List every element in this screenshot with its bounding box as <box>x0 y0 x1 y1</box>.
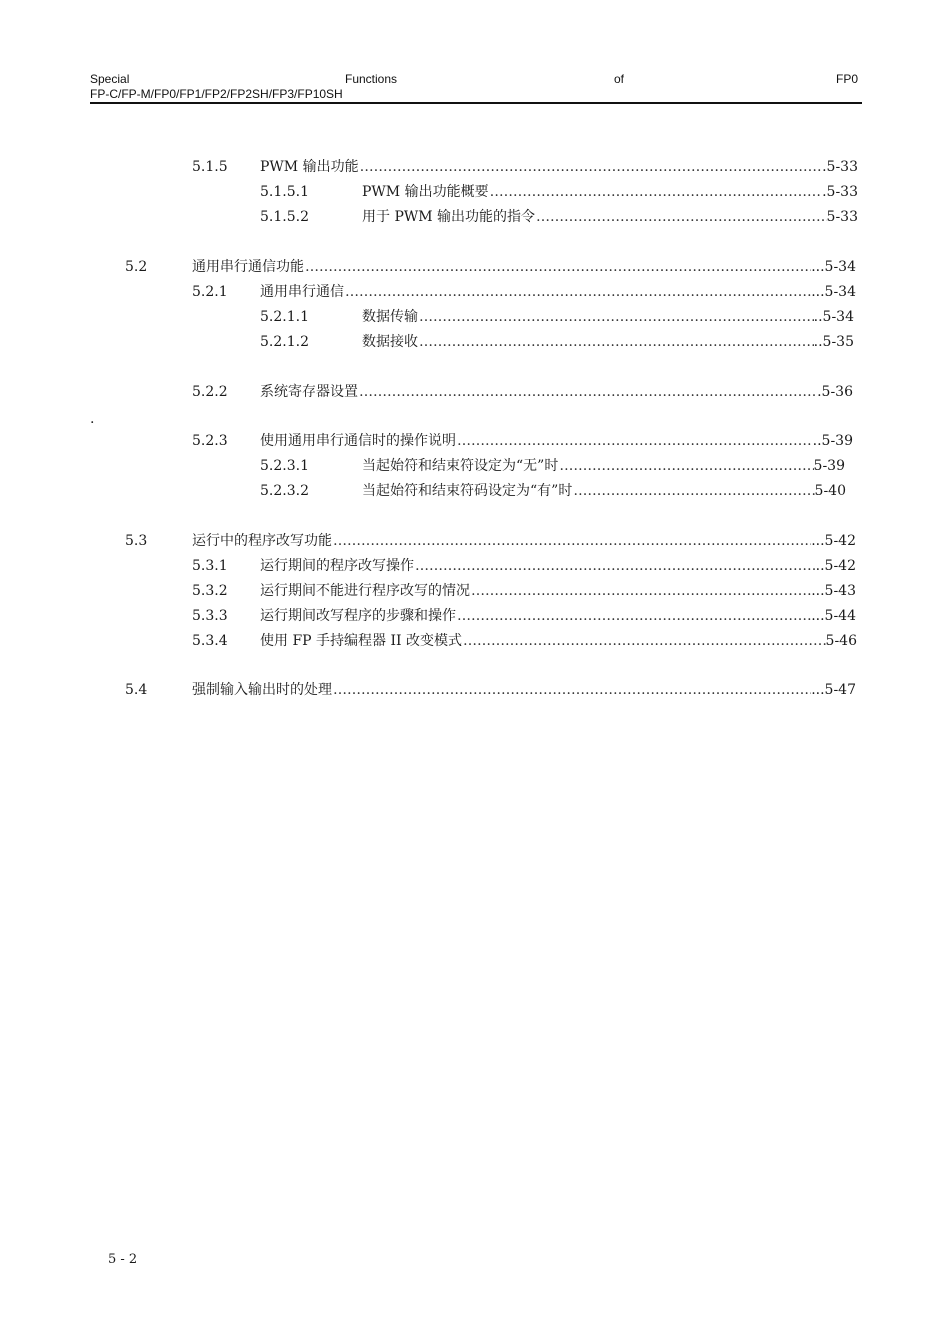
toc-number: 5.3 <box>125 533 148 549</box>
toc-leader <box>415 556 816 576</box>
toc-page: ..5-35 <box>813 334 854 350</box>
toc-page: ...5-44 <box>811 608 856 624</box>
toc-page: ...5-47 <box>811 682 856 698</box>
toc-leader <box>457 606 811 626</box>
toc-entry-5-1-5[interactable] <box>0 157 950 177</box>
toc-title: 系统寄存器设置 <box>260 384 358 400</box>
toc-number: 5.2.1.2 <box>260 334 309 350</box>
toc-title: 运行期间改写程序的步骤和操作 <box>260 608 456 624</box>
toc-entry-5-4[interactable] <box>0 680 950 700</box>
toc-leader <box>490 182 822 202</box>
toc-leader <box>463 631 826 651</box>
toc-number: 5.2.3.1 <box>260 458 309 474</box>
toc-number: 5.3.1 <box>192 558 228 574</box>
toc-leader <box>333 531 811 551</box>
toc-page: 5-39 <box>813 458 845 474</box>
toc-entry-5-2-2[interactable] <box>0 382 950 402</box>
toc-page: 5-40 <box>814 483 846 499</box>
toc-title: 数据传输 <box>362 309 418 325</box>
toc-entry-5-2-3[interactable] <box>0 431 950 451</box>
toc-page: ..5-42 <box>815 558 856 574</box>
toc-entry-5-2-3-1[interactable] <box>0 456 950 476</box>
toc-page: ...5-34 <box>811 259 856 275</box>
toc-leader <box>419 332 814 352</box>
toc-title: 当起始符和结束符码设定为“有”时 <box>362 483 573 499</box>
toc-page: ...5-42 <box>811 533 856 549</box>
toc-number: 5.1.5 <box>192 159 228 175</box>
toc-leader <box>419 307 814 327</box>
header-word-fp0: FP0 <box>836 72 859 86</box>
toc-title: 通用串行通信功能 <box>192 259 304 275</box>
toc-number: 5.2.2 <box>192 384 228 400</box>
toc-number: 5.2.1 <box>192 284 228 300</box>
toc-entry-5-1-5-1[interactable] <box>0 182 950 202</box>
toc-leader <box>471 581 811 601</box>
toc-leader <box>536 207 827 227</box>
toc-number: 5.2.3 <box>192 433 228 449</box>
toc-title: 当起始符和结束符设定为“无”时 <box>362 458 559 474</box>
toc-entry-5-3-4[interactable] <box>0 631 950 651</box>
header-word-functions: Functions <box>345 72 398 86</box>
toc-number: 5.1.5.2 <box>260 209 309 225</box>
toc-page: ...5-43 <box>811 583 856 599</box>
toc-leader <box>359 382 817 402</box>
header-word-of: of <box>614 72 625 86</box>
toc-number: 5.3.2 <box>192 583 228 599</box>
toc-entry-5-3-3[interactable] <box>0 606 950 626</box>
toc-title: 运行期间的程序改写操作 <box>260 558 414 574</box>
toc-title: 通用串行通信 <box>260 284 344 300</box>
toc-number: 5.2.3.2 <box>260 483 309 499</box>
toc-title: 用于 PWM 输出功能的指令 <box>362 209 536 225</box>
page-number: 5 - 2 <box>108 1252 138 1267</box>
toc-entry-5-3-1[interactable] <box>0 556 950 576</box>
toc-leader <box>559 456 813 476</box>
toc-title: 运行中的程序改写功能 <box>192 533 332 549</box>
header-word-special: Special <box>90 72 130 86</box>
header-model-list: FP-C/FP-M/FP0/FP1/FP2/FP2SH/FP3/FP10SH <box>90 87 343 101</box>
toc-entry-5-2-1-1[interactable] <box>0 307 950 327</box>
toc-page: 5-33 <box>826 209 858 225</box>
toc-leader <box>360 157 822 177</box>
toc-number: 5.1.5.1 <box>260 184 309 200</box>
toc-leader <box>345 282 811 302</box>
toc-entry-5-3-2[interactable] <box>0 581 950 601</box>
toc-leader <box>457 431 813 451</box>
toc-leader <box>573 481 814 501</box>
toc-page: .5-33 <box>822 184 858 200</box>
toc-title: 使用通用串行通信时的操作说明 <box>260 433 456 449</box>
toc-page: ...5-34 <box>811 284 856 300</box>
toc-page: ..5-39 <box>812 433 853 449</box>
stray-dot: . <box>90 411 95 427</box>
toc-entry-5-2-3-2[interactable] <box>0 481 950 501</box>
toc-leader <box>333 680 811 700</box>
toc-number: 5.4 <box>125 682 148 698</box>
toc-entry-5-3[interactable] <box>0 531 950 551</box>
toc-number: 5.2 <box>125 259 148 275</box>
toc-title: 数据接收 <box>362 334 418 350</box>
toc-title: 强制输入输出时的处理 <box>192 682 332 698</box>
toc-leader <box>305 257 811 277</box>
toc-number: 5.2.1.1 <box>260 309 309 325</box>
toc-entry-5-2[interactable] <box>0 257 950 277</box>
toc-title: 运行期间不能进行程序改写的情况 <box>260 583 470 599</box>
toc-number: 5.3.4 <box>192 633 228 649</box>
toc-title: 使用 FP 手持编程器 II 改变模式 <box>260 633 462 649</box>
toc-page: .5-33 <box>822 159 858 175</box>
toc-title: PWM 输出功能 <box>260 159 359 175</box>
toc-page: ..5-34 <box>813 309 854 325</box>
toc-title: PWM 输出功能概要 <box>362 184 489 200</box>
toc-number: 5.3.3 <box>192 608 228 624</box>
toc-entry-5-2-1-2[interactable] <box>0 332 950 352</box>
toc-page: .5-36 <box>817 384 853 400</box>
header-rule <box>90 102 862 104</box>
toc-entry-5-1-5-2[interactable] <box>0 207 950 227</box>
toc-entry-5-2-1[interactable] <box>0 282 950 302</box>
toc-page: 5-46 <box>825 633 857 649</box>
